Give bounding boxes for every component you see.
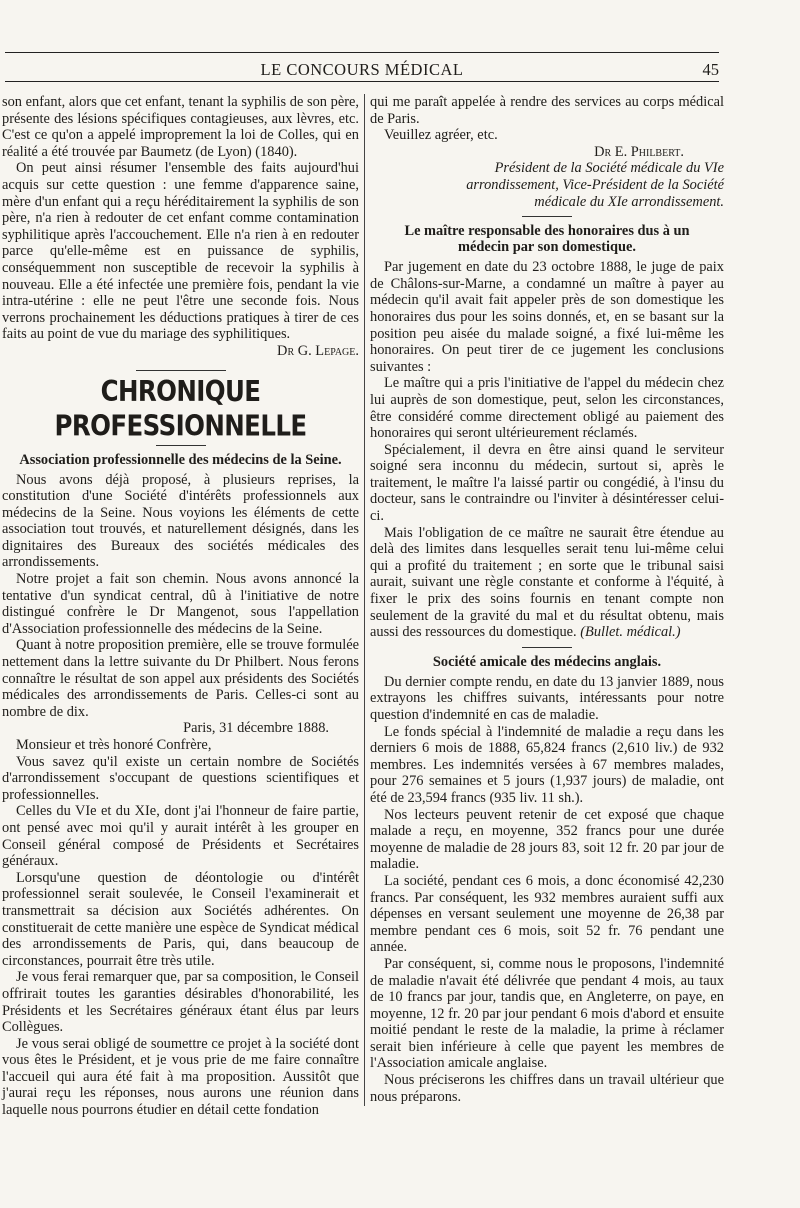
paragraph: Du dernier compte rendu, en date du 13 janvier 1889, nous extrayons les chiffres suivants, intéressants pour notre question d'indemnité en cas de maladie. — [370, 673, 724, 723]
paragraph: On peut ainsi résumer l'ensemble des faits aujourd'hui acquis sur cette question : une femme d'apparence saine, mère d'un enfant qui a reçu héréditairement la syphilis de son père, n'a rien à redouter de cet enfant comme contamination syphilitique après l'accouchement. Elle n'a rien à en redouter parce qu'elle-même est en puissance de syphilis, conséquemment non susceptible de recevoir la syphilis à nouveau. Elle a été infectée une première fois, pendant la vie intra-utérine : elle ne peut l'être une seconde fois. Nous verrons prochainement les déductions pratiques à tirer de ces faits au point de vue du mariage des syphilitiques. — [2, 160, 359, 343]
paragraph: Notre projet a fait son chemin. Nous avons annoncé la tentative d'un syndicat central, dû à l'initiative de notre distingué confrère le Dr Mangenot, sous l'appellation d'Association professionnelle des médecins de la Seine. — [2, 571, 359, 637]
header-rule-top — [5, 52, 719, 53]
paragraph: Lorsqu'une question de déontologie ou d'intérêt professionnel serait soulevée, le Conseil l'examinerait et transmettrait sa décision aux Sociétés adhérentes. On constituerait de cette manière une espèce de Syndicat médical des arrondissements de Paris, qui, dans beaucoup de circonstances, pourrait être très utile. — [2, 869, 359, 969]
author-signature: Dr G. Lepage. — [277, 342, 359, 359]
column-divider — [364, 94, 365, 1106]
paragraph — [370, 525, 724, 641]
paragraph: son enfant, alors que cet enfant, tenant la syphilis de son père, présente des lésions spécifiques contagieuses, aux lèvres, etc. C'est ce qu'on a appelé improprement la loi de Colles, qui en réalité a été trouvée par Baumetz (de Lyon) (1840). — [2, 94, 359, 160]
paragraph: Celles du VIe et du XIe, dont j'ai l'honneur de faire partie, ont pensé avec moi qu'il y aurait intérêt à les grouper en Conseil général composé de Présidents et Secrétaires généraux. — [2, 803, 359, 870]
section-separator — [522, 647, 572, 648]
paragraph: Nos lecteurs peuvent retenir de cet exposé que chaque malade a reçu, en moyenne, 352 francs pour une durée moyenne de maladie de 28 jours 83, soit 12 fr. 20 par jour de maladie. — [370, 806, 724, 873]
paragraph-text: Mais l'obligation de ce maître ne saurait être étendue au delà des limites dans lesquelles serait tenu lui-même celui qui a profité du traitement ; en sorte que le tribunal saisi aurait, suivant une règle constante et conforme à l'équité, à fixer le prix des soins fournis en tenant compte non seulement de la gravité du mal et du résultat obtenu, mais aussi des ressources du domestique. — [370, 524, 724, 641]
title-separator — [156, 445, 206, 446]
citation: (Bullet. médical.) — [580, 624, 681, 641]
article-heading: Société amicale des médecins anglais. — [432, 653, 662, 670]
signatory-title: Président de la Société médicale du VIe arrondissement, Vice-Président de la Société médicale du XIe arrondissement. — [466, 160, 724, 210]
left-column — [2, 94, 359, 1119]
article-heading: Association professionnelle des médecins de la Seine. — [19, 451, 342, 468]
journal-title: LE CONCOURS MÉDICAL — [260, 60, 464, 79]
letter-date: Paris, 31 décembre 1888. — [183, 720, 329, 737]
paragraph: Veuillez agréer, etc. — [384, 127, 498, 144]
page-number: 45 — [702, 60, 719, 79]
right-column — [370, 94, 724, 1114]
paragraph: Spécialement, il devra en être ainsi quand le serviteur soigné sera inconnu du médecin, surtout si, après le traitement, le maître l'a laissé partir ou congédié, à l'insu du docteur, sans le contraindre ou l'inviter à désintéresser celui-ci. — [370, 441, 724, 525]
paragraph: Le fonds spécial à l'indemnité de maladie a reçu dans les derniers 6 mois de 1888, 65,824 francs (2,610 liv.) de 932 membres. Les indemnités versées à 67 membres malades, pour 276 semaines et 5 jours (1,937 jours) de maladie, ont été de 23,594 francs (935 liv. 11 sh.). — [370, 723, 724, 806]
section-title: CHRONIQUE PROFESSIONNELLE — [54, 374, 307, 442]
paragraph: Le maître qui a pris l'initiative de l'appel du médecin chez lui auprès de son domestique, peut, selon les circonstances, être considéré comme directement obligé au paiement des honoraires qui seront ultérieurement réclamés. — [370, 375, 724, 442]
section-separator — [522, 216, 572, 217]
paragraph: qui me paraît appelée à rendre des services au corps médical de Paris. — [370, 94, 724, 127]
letter-salutation: Monsieur et très honoré Confrère, — [16, 737, 212, 753]
paragraph: La société, pendant ces 6 mois, a donc économisé 42,230 francs. Par conséquent, les 932 membres auraient suffi aux dépenses en versant seulement une moyenne de 26,38 par membre pendant ces 6 mois, soit 52 fr. 76 pendant une année. — [370, 872, 724, 956]
paragraph: Vous savez qu'il existe un certain nombre de Sociétés d'arrondissement s'occupant de questions scientifiques et professionnelles. — [2, 753, 359, 803]
paragraph: Par conséquent, si, comme nous le proposons, l'indemnité de maladie n'avait été délivrée que pendant 4 mois, au taux de 10 francs par jour, tandis que, en Angleterre, on paye, en moyenne, 12 fr. 20 par jour pendant 6 mois d'abord et ensuite moitié pendant le reste de la maladie, la prime à réclamer serait bien inférieure à celle que payent les membres de l'Association amicale anglaise. — [370, 955, 724, 1072]
paragraph: Quant à notre proposition première, elle se trouve formulée nettement dans la lettre suivante du Dr Philbert. Nous ferons connaître le résultat de son appel aux présidents des Sociétés médicales des arrondissements de Paris. Celles-ci sont au nombre de dix. — [2, 637, 359, 720]
header-rule-bottom — [5, 81, 719, 82]
letter-signature: Dr E. Philbert. — [594, 143, 684, 160]
page-header — [5, 52, 719, 82]
paragraph: Je vous serai obligé de soumettre ce projet à la société dont vous êtes le Président, et je vous prie de me faire connaître l'accueil qui aura été fait à ma proposition. Aussitôt que j'aurai reçu les réponses, nous aurons une réunion dans laquelle nous pourrons étudier en détail cette fondation — [2, 1035, 359, 1119]
paragraph: Nous avons déjà proposé, à plusieurs reprises, la constitution d'une Société d'intérêts professionnels aux médecins de la Seine. Nous voyions les éléments de cette association tout trouvés, et naturellement désignés, dans les dignitaires des Bureaux des sociétés médicales des arrondissements. — [2, 471, 359, 571]
paragraph: Par jugement en date du 23 octobre 1888, le juge de paix de Châlons-sur-Marne, a condamné un maître à payer au médecin qu'il avait fait appeler près de son domestique les honoraires dus pour les soins donnés, et, en se basant sur la position peu aisée du malade soigné, a fixé lui-même les honoraires. On peut tirer de ce jugement les conclusions suivantes : — [370, 259, 724, 375]
paragraph: Nous préciserons les chiffres dans un travail ultérieur que nous préparons. — [370, 1072, 724, 1105]
paragraph: Je vous ferai remarquer que, par sa composition, le Conseil offrirait toutes les garanties désirables d'honorabilité, les Présidents et les Secrétaires généraux étant élus par leurs Collègues. — [2, 969, 359, 1036]
section-separator — [136, 370, 226, 371]
article-heading: Le maître responsable des honoraires dus à un médecin par son domestique. — [404, 223, 690, 256]
